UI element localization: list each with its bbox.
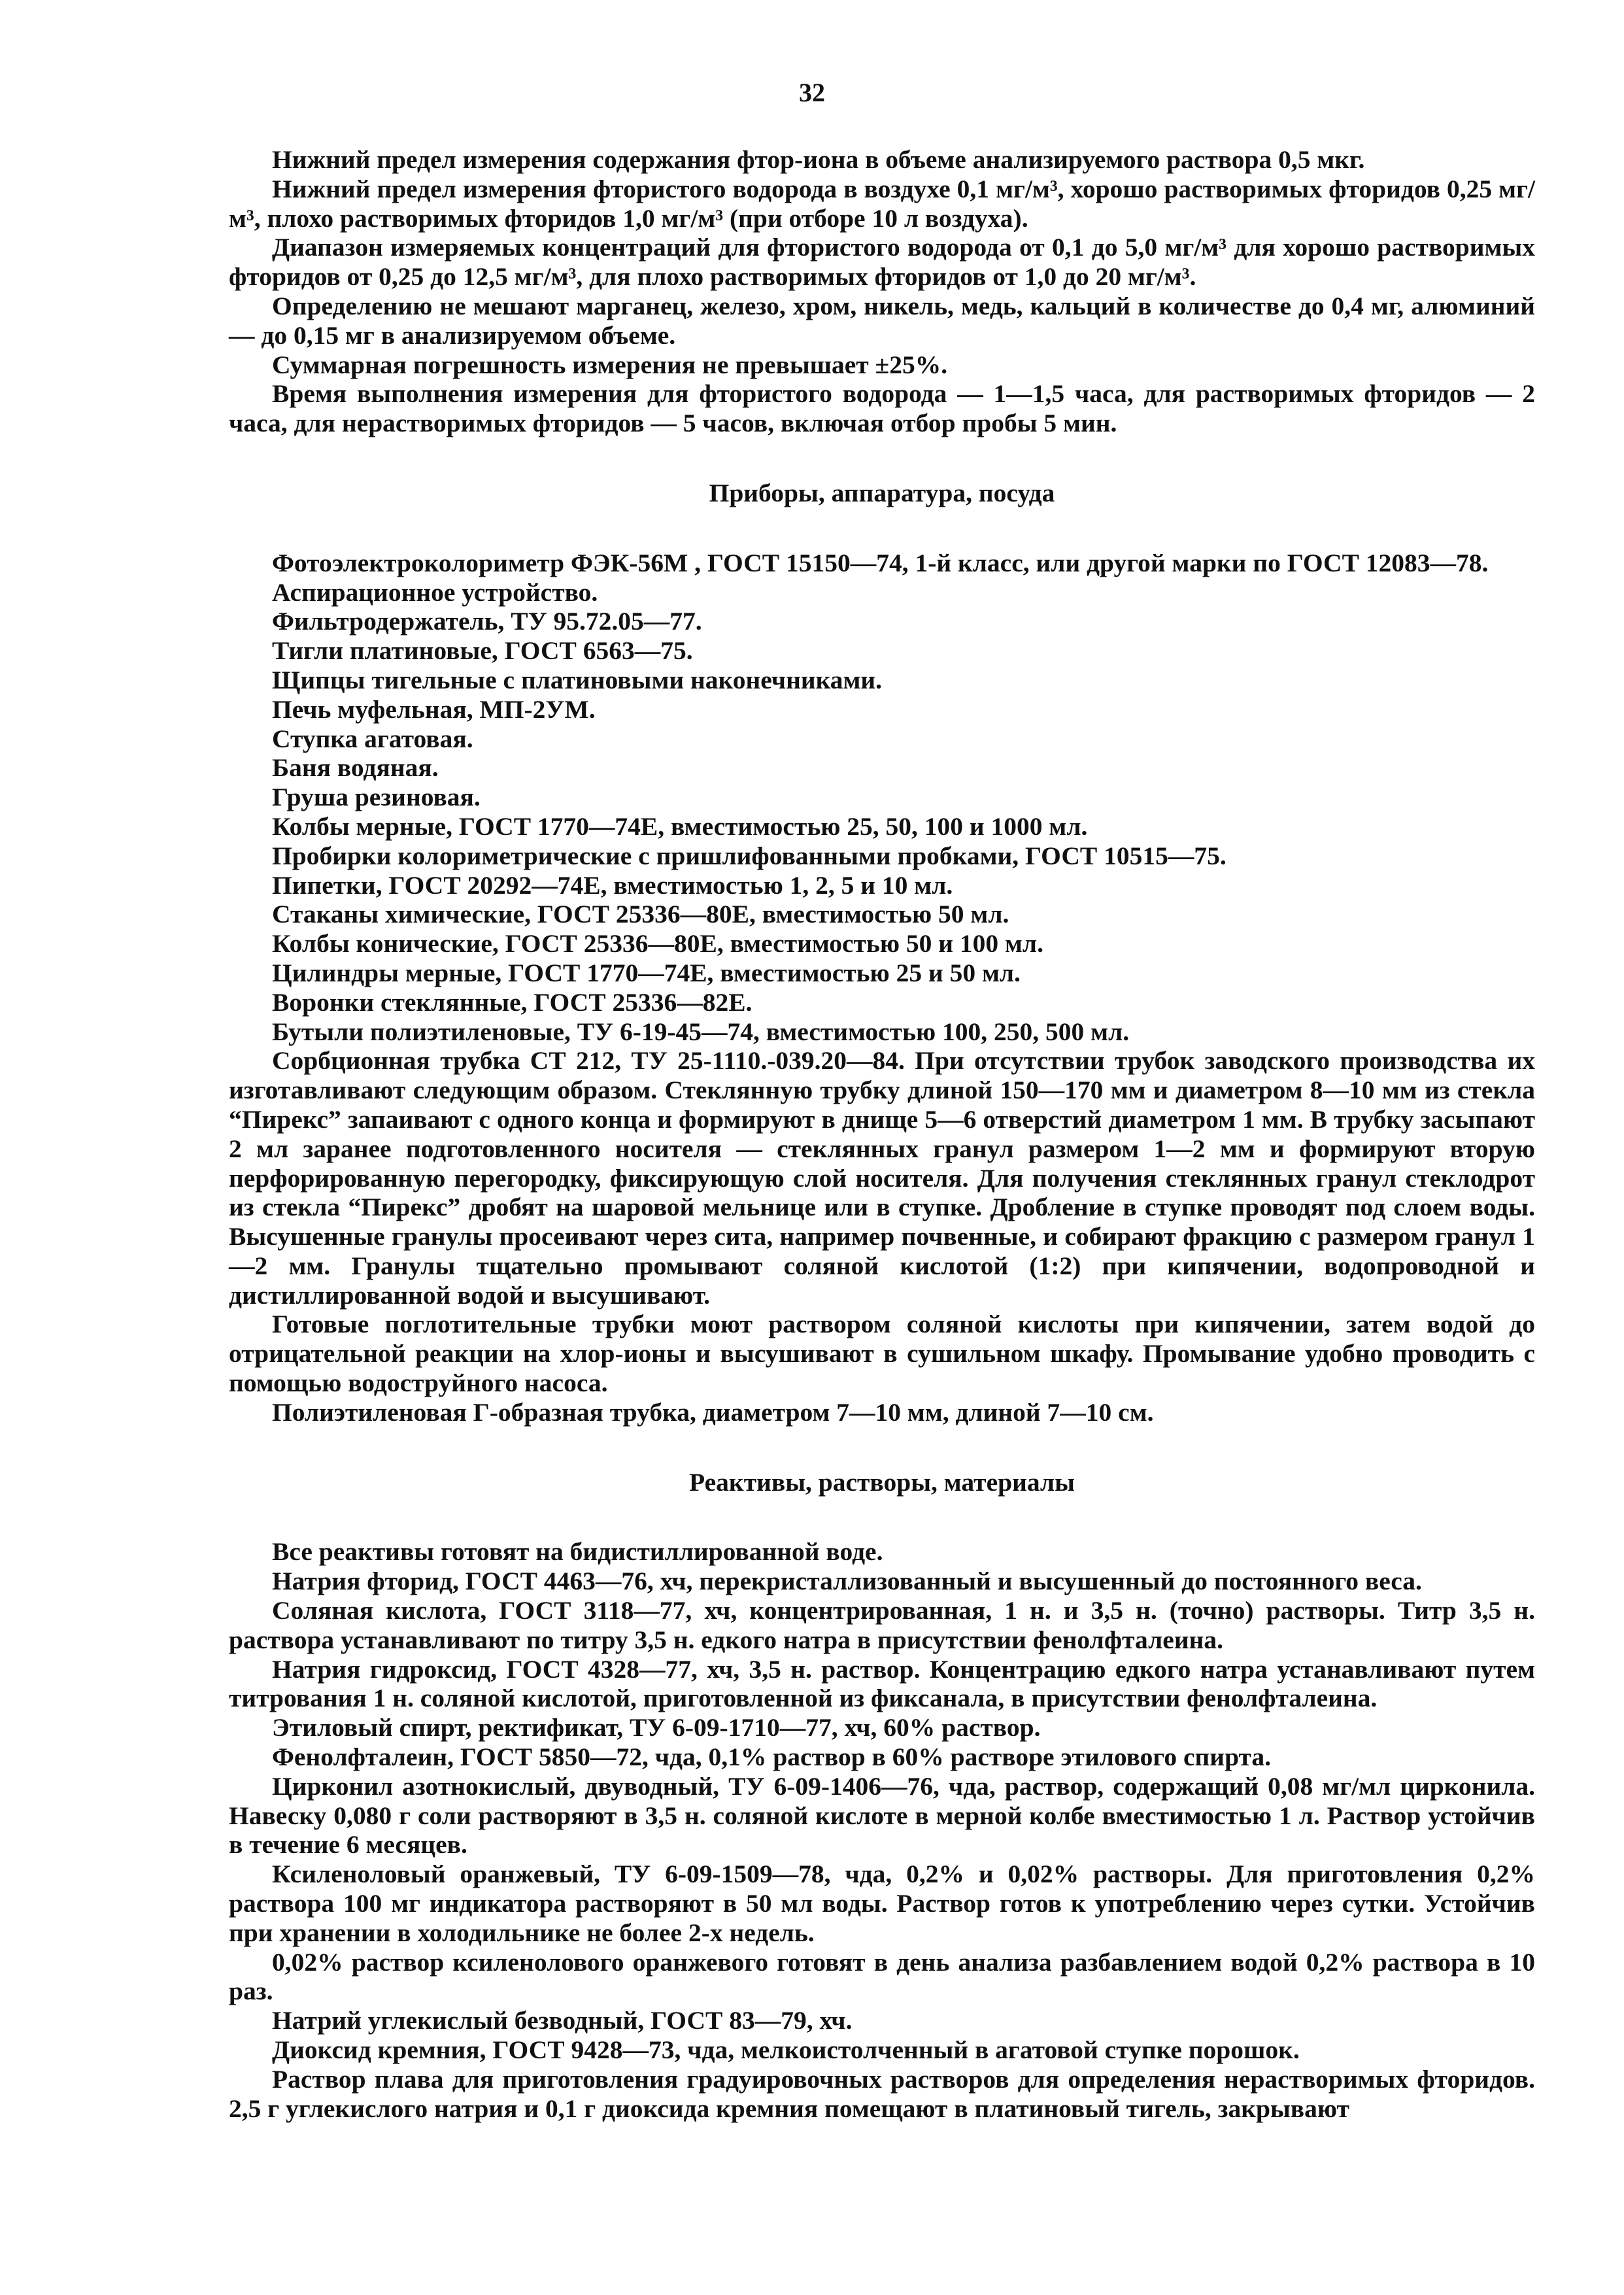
equipment-item: Фотоэлектроколориметр ФЭК-56М , ГОСТ 15150—74, 1-й класс, или другой марки по ГОСТ 12083—78. [272, 548, 1489, 577]
equipment-item: Аспирационное устройство. [272, 577, 598, 607]
reagent-item: Ксиленоловый оранжевый, ТУ 6-09-1509—78, чда, 0,2% и 0,02% растворы. Для приготовления 0,2% раствора 100 мг индикатора растворяют в 50 мл воды. Раствор готов к употреблению через сутки. Устойчив при хранении в холодильнике не более 2-х недель. [229, 1860, 1535, 1947]
reagent-item: Натрия фторид, ГОСТ 4463—76, хч, перекристаллизованный и высушенный до постоянного веса. [272, 1567, 1422, 1596]
equipment-item: Колбы конические, ГОСТ 25336—80Е, вместимостью 50 и 100 мл. [272, 929, 1043, 959]
equipment-item: Груша резиновая. [272, 783, 481, 812]
reagent-item: Этиловый спирт, ректификат, ТУ 6-09-1710—77, хч, 60% раствор. [272, 1713, 1041, 1742]
reagent-item: Фенолфталеин, ГОСТ 5850—72, чда, 0,1% раствор в 60% растворе этилового спирта. [272, 1742, 1272, 1772]
equipment-item: Тигли платиновые, ГОСТ 6563—75. [272, 636, 693, 666]
reagent-item: Соляная кислота, ГОСТ 3118—77, хч, концентрированная, 1 н. и 3,5 н. (точно) растворы. Титр 3,5 н. раствора устанавливают по титру 3,5 н. едкого натра в присутствии фенолфталеина. [229, 1596, 1535, 1654]
intro-paragraph: Время выполнения измерения для фтористого водорода — 1—1,5 часа, для растворимых фторидов — 2 часа, для нерастворимых фторидов — 5 часов, включая отбор пробы 5 мин. [229, 379, 1535, 438]
equipment-item: Бутыли полиэтиленовые, ТУ 6-19-45—74, вместимостью 100, 250, 500 мл. [272, 1017, 1130, 1046]
equipment-section [229, 438, 1535, 1427]
equipment-item: Пипетки, ГОСТ 20292—74Е, вместимостью 1, 2, 5 и 10 мл. [272, 870, 953, 900]
intro-paragraph: Определению не мешают марганец, железо, хром, никель, медь, кальций в количестве до 0,4 мг, алюминий — до 0,15 мг в анализируемом объеме. [229, 291, 1535, 350]
section-heading-reagents: Реактивы, растворы, материалы [689, 1467, 1075, 1497]
reagent-item: Натрия гидроксид, ГОСТ 4328—77, хч, 3,5 н. раствор. Концентрацию едкого натра устанавливают путем титрования 1 н. соляной кислотой, приготовленной из фиксанала, в присутствии фенолфталеина. [229, 1654, 1535, 1713]
intro-paragraph: Суммарная погрешность измерения не превышает ±25%. [272, 350, 948, 379]
reagent-item: 0,02% раствор ксиленолового оранжевого готовят в день анализа разбавлением водой 0,2% раствора в 10 раз. [229, 1947, 1535, 2006]
reagent-item: Цирконил азотнокислый, двуводный, ТУ 6-09-1406—76, чда, раствор, содержащий 0,08 мг/мл цирконила. Навеску 0,080 г соли растворяют в 3,5 н. соляной кислоте в мерной колбе вместимостью 1 л. Раствор устойчив в течение 6 месяцев. [229, 1771, 1535, 1860]
intro-block [229, 145, 1535, 438]
equipment-item: Пробирки колориметрические с пришлифованными пробками, ГОСТ 10515—75. [272, 841, 1226, 870]
equipment-item: Колбы мерные, ГОСТ 1770—74Е, вместимостью 25, 50, 100 и 1000 мл. [272, 811, 1088, 841]
section-heading-equipment: Приборы, аппаратура, посуда [709, 478, 1055, 507]
equipment-item: Печь муфельная, МП-2УМ. [272, 694, 596, 724]
reagents-section [229, 1427, 1535, 2124]
page-content [229, 145, 1535, 2123]
reagent-item: Раствор плава для приготовления градуировочных растворов для определения нерастворимых фторидов. 2,5 г углекислого натрия и 0,1 г диоксида кремния помещают в платиновый тигель, закрывают [229, 2064, 1535, 2123]
page-number: 32 [799, 78, 825, 107]
equipment-item: Баня водяная. [272, 753, 439, 783]
equipment-item: Ступка агатовая. [272, 724, 473, 753]
equipment-item: Готовые поглотительные трубки моют раствором соляной кислоты при кипячении, затем водой до отрицательной реакции на хлор-ионы и высушивают в сушильном шкафу. Промывание удобно проводить с помощью водоструйного насоса. [229, 1310, 1535, 1398]
equipment-item: Стаканы химические, ГОСТ 25336—80Е, вместимостью 50 мл. [272, 900, 1009, 929]
equipment-item: Воронки стеклянные, ГОСТ 25336—82Е. [272, 987, 753, 1017]
intro-paragraph: Диапазон измеряемых концентраций для фтористого водорода от 0,1 до 5,0 мг/м³ для хорошо растворимых фторидов от 0,25 до 12,5 мг/м³, для плохо растворимых фторидов от 1,0 до 20 мг/м³. [229, 233, 1535, 292]
equipment-item: Полиэтиленовая Г-образная трубка, диаметром 7—10 мм, длиной 7—10 см. [272, 1397, 1154, 1427]
equipment-item: Цилиндры мерные, ГОСТ 1770—74Е, вместимостью 25 и 50 мл. [272, 958, 1021, 987]
reagent-item: Диоксид кремния, ГОСТ 9428—73, чда, мелкоистолченный в агатовой ступке порошок. [272, 2035, 1300, 2065]
equipment-item: Щипцы тигельные с платиновыми наконечниками. [272, 665, 883, 694]
intro-paragraph: Нижний предел измерения содержания фтор-иона в объеме анализируемого раствора 0,5 мкг. [272, 145, 1365, 174]
equipment-item: Фильтродержатель, ТУ 95.72.05—77. [272, 607, 702, 636]
intro-paragraph: Нижний предел измерения фтористого водорода в воздухе 0,1 мг/м³, хорошо растворимых фторидов 0,25 мг/м³, плохо растворимых фторидов 1,0 мг/м³ (при отборе 10 л воздуха). [229, 174, 1535, 233]
reagent-item: Все реактивы готовят на бидистиллированной воде. [272, 1537, 883, 1567]
equipment-item: Сорбционная трубка СТ 212, ТУ 25-1110.-039.20—84. При отсутствии трубок заводского производства их изготавливают следующим образом. Стеклянную трубку длиной 150—170 мм и диаметром 8—10 мм из стекла “Пирекс” запаивают с одного конца и формируют в днище 5—6 отверстий диаметром 1 мм. В трубку засыпают 2 мл заранее подготовленного носителя — стеклянных гранул размером 1—2 мм и формируют вторую перфорированную перегородку, фиксирующую слой носителя. Для получения стеклянных гранул стеклодрот из стекла “Пирекс” дробят на шаровой мельнице или в ступке. Дробление в ступке проводят под слоем воды. Высушенные гранулы просеивают через сита, например почвенные, и собирают фракцию с размером гранул 1—2 мм. Гранулы тщательно промывают соляной кислотой (1:2) при кипячении, водопроводной и дистиллированной водой и высушивают. [229, 1046, 1535, 1310]
reagent-item: Натрий углекислый безводный, ГОСТ 83—79, хч. [272, 2006, 853, 2035]
